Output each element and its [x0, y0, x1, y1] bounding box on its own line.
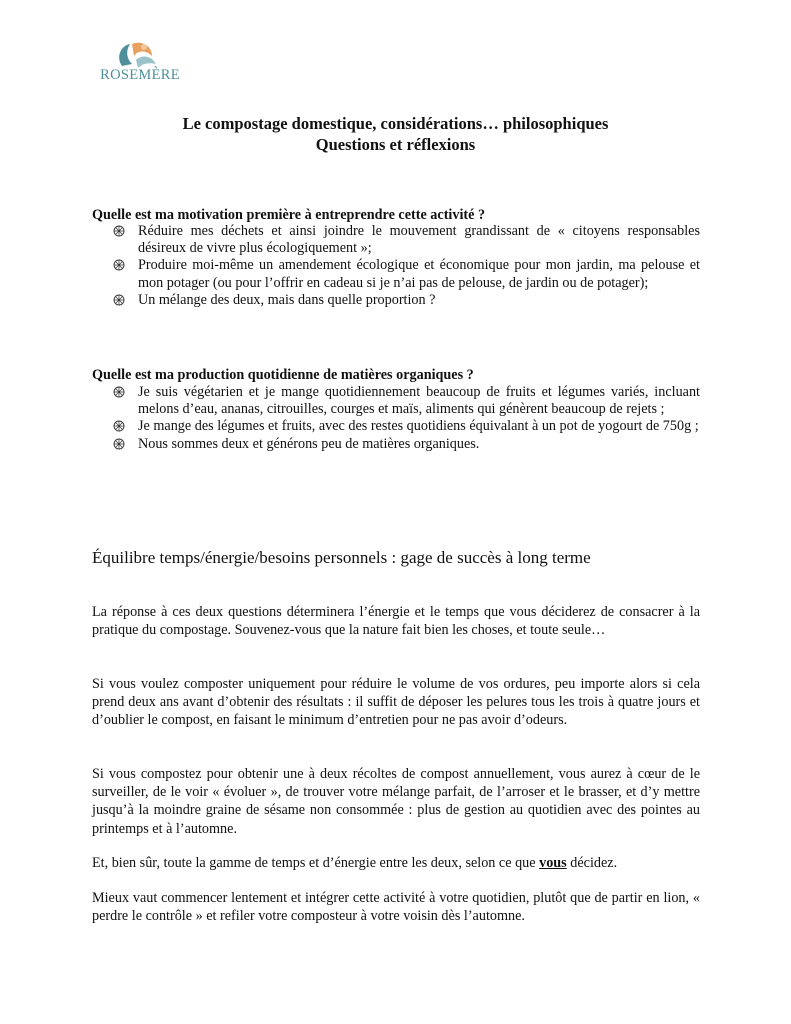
- flower-bullet-icon: [113, 225, 125, 237]
- list-item: [113, 384, 700, 418]
- question-1-heading: Quelle est ma motivation première à entreprendre cette activité ?: [92, 207, 486, 223]
- list-item: [113, 436, 700, 453]
- section-heading: Équilibre temps/énergie/besoins personnels : gage de succès à long terme: [92, 548, 591, 567]
- paragraph-3: Si vous compostez pour obtenir une à deux récoltes de compost annuellement, vous aurez à cœur de le surveiller, de le voir « évoluer », de trouver votre mélange parfait, de l’arroser et le brasser, et d’y mettre jusqu’à la moindre graine de sésame non consommée : plus de gestion au quotidien avec des pointes au printemps et à l’automne.: [92, 766, 700, 837]
- emphasis-vous: vous: [539, 855, 567, 871]
- list-item: [113, 257, 700, 291]
- title-line-2: Questions et réflexions: [315, 135, 476, 154]
- question-2-heading: Quelle est ma production quotidienne de matières organiques ?: [92, 367, 474, 383]
- paragraph-4-text-start: Et, bien sûr, toute la gamme de temps et d’énergie entre les deux, selon ce que: [92, 855, 540, 871]
- question-1-list: [113, 223, 700, 309]
- flower-bullet-icon: [113, 386, 125, 398]
- question-2-list: [113, 384, 700, 453]
- paragraph-4-text-end: décidez.: [566, 855, 618, 871]
- flower-bullet-icon: [113, 420, 125, 432]
- flower-bullet-icon: [113, 259, 125, 271]
- flower-bullet-icon: [113, 438, 125, 450]
- list-item: [113, 292, 700, 309]
- paragraph-4: [92, 854, 700, 872]
- title-line-1: Le compostage domestique, considérations… philosophiques: [182, 114, 609, 133]
- list-item-text: Je suis végétarien et je mange quotidiennement beaucoup de fruits et légumes variés, incluant melons d’eau, ananas, citrouilles, courges et maïs, aliments qui génèrent beaucoup de rejets ;: [138, 384, 700, 418]
- logo-emblem-icon: [112, 38, 168, 70]
- flower-bullet-icon: [113, 294, 125, 306]
- paragraph-2: Si vous voulez composter uniquement pour réduire le volume de vos ordures, peu importe alors si cela prend deux ans avant d’obtenir des résultats : il suffit de déposer les pelures tous les trois à quatre jours et d’oublier le compost, en faisant le minimum d’entretien pour ne pas avoir d’odeurs.: [92, 676, 700, 729]
- list-item: [113, 223, 700, 257]
- document-title: [0, 113, 791, 155]
- rosemere-logo: [92, 38, 188, 88]
- list-item-text: Réduire mes déchets et ainsi joindre le mouvement grandissant de « citoyens responsables désireux de vivre plus écologiquement »;: [138, 223, 700, 257]
- paragraph-1: La réponse à ces deux questions déterminera l’énergie et le temps que vous déciderez de consacrer à la pratique du compostage. Souvenez-vous que la nature fait bien les choses, et toute seule…: [92, 604, 700, 639]
- list-item: [113, 418, 700, 435]
- list-item-text: Je mange des légumes et fruits, avec des restes quotidiens équivalant à un pot de yogourt de 750g ;: [138, 418, 699, 435]
- paragraph-5: Mieux vaut commencer lentement et intégrer cette activité à votre quotidien, plutôt que de partir en lion, « perdre le contrôle » et refiler votre composteur à votre voisin dès l’automne.: [92, 890, 700, 925]
- list-item-text: Produire moi-même un amendement écologique et économique pour mon jardin, ma pelouse et mon potager (ou pour l’offrir en cadeau si je n’ai pas de pelouse, de jardin ou de potager);: [138, 257, 700, 291]
- list-item-text: Nous sommes deux et générons peu de matières organiques.: [138, 435, 480, 452]
- logo-wordmark: ROSEMÈRE: [100, 67, 180, 83]
- list-item-text: Un mélange des deux, mais dans quelle proportion ?: [138, 291, 436, 308]
